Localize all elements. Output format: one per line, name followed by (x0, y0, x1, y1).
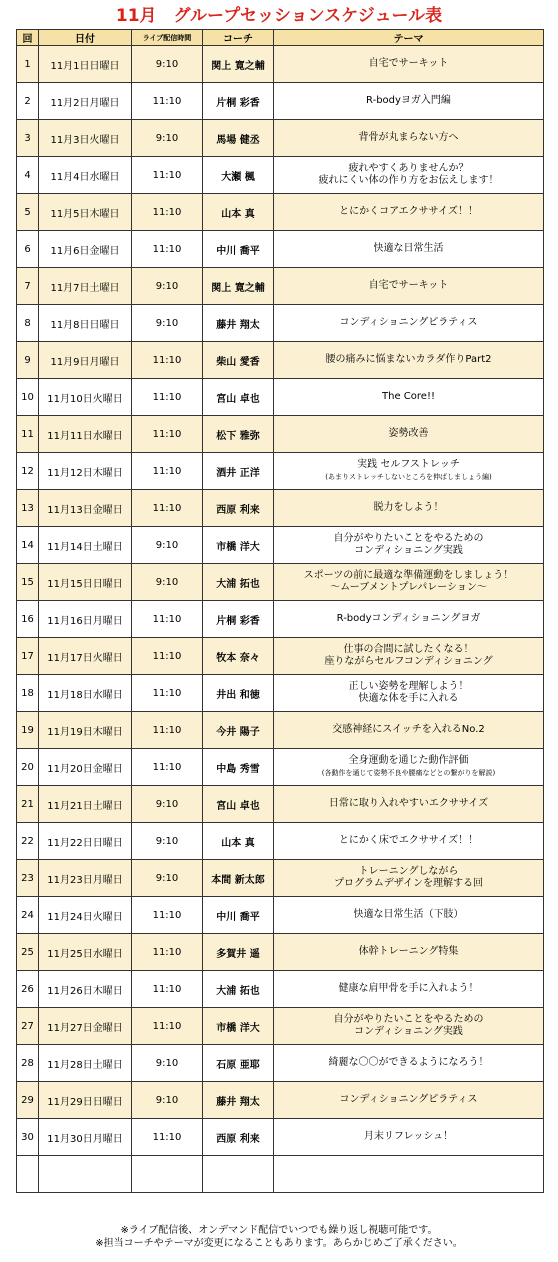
row-theme (274, 416, 544, 453)
row-time: 9:10 (132, 46, 203, 83)
table-row (17, 46, 544, 83)
theme-line-1: 自分がやりたいことをやるための (333, 1014, 484, 1025)
row-coach: 関上 寛之輔 (203, 46, 274, 83)
table-row (17, 601, 544, 638)
theme-line-1: 健康な肩甲骨を手に入れよう！ (338, 983, 479, 994)
row-date: 11月29日日曜日 (39, 1082, 132, 1119)
row-date: 11月28日土曜日 (39, 1045, 132, 1082)
row-number: 6 (17, 231, 39, 268)
header-row (17, 30, 544, 46)
row-theme (274, 786, 544, 823)
theme-line-1: The Core!! (382, 391, 435, 402)
row-date: 11月11日水曜日 (39, 416, 132, 453)
row-time: 11:10 (132, 749, 203, 786)
table-row (17, 638, 544, 675)
row-time: 11:10 (132, 675, 203, 712)
table-row (17, 897, 544, 934)
row-date: 11月15日日曜日 (39, 564, 132, 601)
theme-line-1: 快適な日常生活（下肢） (353, 909, 464, 920)
theme-line-1: 全身運動を通じた動作評価 (348, 755, 469, 766)
header-no: 回 (17, 30, 39, 46)
table-row (17, 490, 544, 527)
row-time: 11:10 (132, 194, 203, 231)
theme-line-1: 体幹トレーニング特集 (358, 946, 459, 957)
table-row (17, 120, 544, 157)
theme-line-2: ～ムーブメントプレパレーション～ (330, 582, 487, 593)
row-coach: 宮山 卓也 (203, 379, 274, 416)
row-theme (274, 1119, 544, 1156)
theme-line-1: 腰の痛みに悩まないカラダ作りPart2 (325, 354, 492, 365)
row-number: 2 (17, 83, 39, 120)
empty-cell (203, 1156, 274, 1193)
theme-line-1: 疲れやすくありませんか？ (348, 163, 469, 174)
row-theme (274, 342, 544, 379)
row-date: 11月19日木曜日 (39, 712, 132, 749)
row-time: 11:10 (132, 157, 203, 194)
row-date: 11月8日日曜日 (39, 305, 132, 342)
row-date: 11月2日月曜日 (39, 83, 132, 120)
table-row (17, 675, 544, 712)
row-coach: 藤井 翔太 (203, 1082, 274, 1119)
table-row (17, 194, 544, 231)
row-date: 11月10日火曜日 (39, 379, 132, 416)
row-time: 11:10 (132, 712, 203, 749)
theme-line-1: 正しい姿勢を理解しよう！ (348, 681, 469, 692)
schedule-rows (17, 46, 544, 1193)
row-coach: 松下 雅弥 (203, 416, 274, 453)
theme-line-2: 座りながらセルフコンディショニング (324, 656, 493, 667)
row-number: 25 (17, 934, 39, 971)
theme-line-1: コンディショニングピラティス (339, 1094, 478, 1105)
footnote: ※ライブ配信後、オンデマンド配信でいつでも繰り返し視聴可能です。 (120, 1225, 438, 1236)
table-row (17, 157, 544, 194)
row-time: 9:10 (132, 120, 203, 157)
row-coach: 片桐 彩香 (203, 83, 274, 120)
row-number: 28 (17, 1045, 39, 1082)
row-theme (274, 1045, 544, 1082)
theme-line-1: とにかく床でエクササイズ！！ (338, 835, 479, 846)
row-theme (274, 971, 544, 1008)
table-row (17, 1008, 544, 1045)
row-time: 11:10 (132, 638, 203, 675)
row-number: 3 (17, 120, 39, 157)
row-date: 11月7日土曜日 (39, 268, 132, 305)
theme-line-1: コンディショニングピラティス (339, 317, 478, 328)
row-time: 9:10 (132, 1082, 203, 1119)
row-coach: 今井 陽子 (203, 712, 274, 749)
theme-line-1: 姿勢改善 (388, 428, 429, 439)
row-date: 11月21日土曜日 (39, 786, 132, 823)
theme-line-1: 脱力をしよう！ (373, 502, 444, 513)
table-row (17, 379, 544, 416)
row-theme (274, 194, 544, 231)
table-row (17, 934, 544, 971)
row-theme (274, 231, 544, 268)
theme-line-2: プログラムデザインを理解する回 (334, 878, 483, 889)
empty-cell (39, 1156, 132, 1193)
row-number: 8 (17, 305, 39, 342)
row-time: 11:10 (132, 601, 203, 638)
row-theme (274, 1082, 544, 1119)
row-time: 9:10 (132, 527, 203, 564)
table-row (17, 268, 544, 305)
header-date: 日付 (39, 30, 132, 46)
row-number: 18 (17, 675, 39, 712)
row-coach: 中島 秀雪 (203, 749, 274, 786)
theme-line-1: スポーツの前に最適な準備運動をしましょう！ (303, 570, 514, 581)
row-time: 9:10 (132, 823, 203, 860)
row-time: 11:10 (132, 971, 203, 1008)
row-date: 11月23日月曜日 (39, 860, 132, 897)
row-time: 11:10 (132, 342, 203, 379)
row-number: 26 (17, 971, 39, 1008)
row-date: 11月30日月曜日 (39, 1119, 132, 1156)
row-date: 11月18日水曜日 (39, 675, 132, 712)
header-live-time: ライブ配信時間 (132, 30, 203, 46)
table-row (17, 971, 544, 1008)
theme-line-1: 実践 セルフストレッチ (357, 459, 460, 470)
row-theme (274, 823, 544, 860)
row-coach: 山本 真 (203, 194, 274, 231)
table-row (17, 231, 544, 268)
table-row (17, 342, 544, 379)
empty-row (17, 1156, 544, 1193)
theme-line-1: R-bodyコンディショニングヨガ (336, 613, 481, 624)
table-row (17, 527, 544, 564)
row-coach: 市橋 洋大 (203, 527, 274, 564)
theme-line-1: 快適な日常生活 (373, 243, 444, 254)
theme-line-2: (あまりストレッチしないところを伸ばしましょう編) (325, 473, 492, 481)
row-theme (274, 601, 544, 638)
header-theme: テーマ (274, 30, 544, 46)
row-theme (274, 638, 544, 675)
theme-line-2: コンディショニング実践 (354, 1026, 463, 1037)
row-number: 5 (17, 194, 39, 231)
row-time: 9:10 (132, 564, 203, 601)
row-coach: 大浦 拓也 (203, 971, 274, 1008)
schedule-table (16, 29, 544, 1193)
row-time: 9:10 (132, 305, 203, 342)
row-coach: 山本 真 (203, 823, 274, 860)
row-time: 11:10 (132, 934, 203, 971)
row-coach: 市橋 洋大 (203, 1008, 274, 1045)
row-date: 11月1日日曜日 (39, 46, 132, 83)
row-date: 11月20日金曜日 (39, 749, 132, 786)
row-date: 11月27日金曜日 (39, 1008, 132, 1045)
footnotes (0, 1224, 558, 1250)
row-date: 11月16日月曜日 (39, 601, 132, 638)
row-coach: 多賀井 遥 (203, 934, 274, 971)
theme-line-1: 自分がやりたいことをやるための (333, 533, 484, 544)
row-number: 1 (17, 46, 39, 83)
row-number: 27 (17, 1008, 39, 1045)
theme-line-2: コンディショニング実践 (354, 545, 463, 556)
row-number: 12 (17, 453, 39, 490)
row-theme (274, 490, 544, 527)
theme-line-2: 疲れにくい体の作り方をお伝えします！ (318, 175, 499, 186)
theme-line-1: R-bodyヨガ入門編 (366, 95, 451, 106)
table-row (17, 860, 544, 897)
row-number: 19 (17, 712, 39, 749)
row-time: 11:10 (132, 453, 203, 490)
row-time: 9:10 (132, 860, 203, 897)
row-time: 11:10 (132, 416, 203, 453)
empty-cell (132, 1156, 203, 1193)
row-number: 21 (17, 786, 39, 823)
row-theme (274, 1008, 544, 1045)
row-theme (274, 860, 544, 897)
row-number: 20 (17, 749, 39, 786)
row-coach: 西原 利来 (203, 1119, 274, 1156)
row-number: 29 (17, 1082, 39, 1119)
row-time: 11:10 (132, 379, 203, 416)
theme-line-1: 自宅でサーキット (368, 58, 449, 69)
row-theme (274, 379, 544, 416)
row-coach: 馬場 健丞 (203, 120, 274, 157)
table-row (17, 1045, 544, 1082)
row-theme (274, 934, 544, 971)
row-coach: 西原 利来 (203, 490, 274, 527)
row-date: 11月5日木曜日 (39, 194, 132, 231)
theme-line-1: 綺麗な〇〇ができるようになろう！ (328, 1057, 489, 1068)
row-theme (274, 897, 544, 934)
row-coach: 関上 寛之輔 (203, 268, 274, 305)
row-theme (274, 305, 544, 342)
theme-line-1: 自宅でサーキット (368, 280, 449, 291)
row-date: 11月14日土曜日 (39, 527, 132, 564)
row-date: 11月4日水曜日 (39, 157, 132, 194)
row-time: 9:10 (132, 268, 203, 305)
table-row (17, 416, 544, 453)
theme-line-2: 快適な体を手に入れる (358, 693, 459, 704)
row-time: 11:10 (132, 1008, 203, 1045)
row-number: 22 (17, 823, 39, 860)
row-theme (274, 749, 544, 786)
empty-cell (17, 1156, 39, 1193)
row-time: 11:10 (132, 1119, 203, 1156)
row-number: 15 (17, 564, 39, 601)
row-number: 24 (17, 897, 39, 934)
row-number: 4 (17, 157, 39, 194)
table-row (17, 1082, 544, 1119)
row-date: 11月6日金曜日 (39, 231, 132, 268)
row-coach: 藤井 翔太 (203, 305, 274, 342)
table-row (17, 1119, 544, 1156)
row-number: 10 (17, 379, 39, 416)
empty-cell (274, 1156, 544, 1193)
row-coach: 酒井 正洋 (203, 453, 274, 490)
page-title: 11月 グループセッションスケジュール表 (115, 6, 443, 26)
row-number: 9 (17, 342, 39, 379)
row-coach: 中川 喬平 (203, 897, 274, 934)
row-number: 13 (17, 490, 39, 527)
row-time: 9:10 (132, 786, 203, 823)
row-time: 9:10 (132, 1045, 203, 1082)
table-row (17, 453, 544, 490)
row-coach: 中川 喬平 (203, 231, 274, 268)
theme-line-1: トレーニングしながら (358, 866, 459, 877)
row-theme (274, 453, 544, 490)
row-theme (274, 268, 544, 305)
row-theme (274, 527, 544, 564)
table-row (17, 786, 544, 823)
row-number: 30 (17, 1119, 39, 1156)
table-row (17, 305, 544, 342)
row-coach: 井出 和徳 (203, 675, 274, 712)
row-theme (274, 712, 544, 749)
table-row (17, 83, 544, 120)
row-date: 11月26日木曜日 (39, 971, 132, 1008)
row-date: 11月24日火曜日 (39, 897, 132, 934)
theme-line-1: 交感神経にスイッチを入れるNo.2 (332, 724, 485, 735)
row-number: 23 (17, 860, 39, 897)
table-row (17, 564, 544, 601)
table-row (17, 712, 544, 749)
row-time: 11:10 (132, 231, 203, 268)
theme-line-1: 日常に取り入れやすいエクササイズ (328, 798, 489, 809)
row-coach: 大瀬 楓 (203, 157, 274, 194)
row-number: 17 (17, 638, 39, 675)
row-coach: 柴山 愛香 (203, 342, 274, 379)
row-date: 11月12日木曜日 (39, 453, 132, 490)
theme-line-1: とにかくコアエクササイズ！！ (339, 206, 478, 217)
header-coach: コーチ (203, 30, 274, 46)
row-time: 11:10 (132, 897, 203, 934)
theme-line-1: 背骨が丸まらない方へ (358, 132, 459, 143)
theme-line-1: 月末リフレッシュ！ (363, 1131, 454, 1142)
row-number: 7 (17, 268, 39, 305)
row-coach: 宮山 卓也 (203, 786, 274, 823)
row-time: 11:10 (132, 83, 203, 120)
table-row (17, 749, 544, 786)
row-date: 11月25日水曜日 (39, 934, 132, 971)
row-theme (274, 46, 544, 83)
table-row (17, 823, 544, 860)
row-date: 11月13日金曜日 (39, 490, 132, 527)
row-coach: 牧本 奈々 (203, 638, 274, 675)
footnote: ※担当コーチやテーマが変更になることもあります。あらかじめご了承ください。 (95, 1238, 463, 1249)
row-coach: 大浦 拓也 (203, 564, 274, 601)
row-time: 11:10 (132, 490, 203, 527)
row-theme (274, 120, 544, 157)
row-date: 11月17日火曜日 (39, 638, 132, 675)
row-number: 14 (17, 527, 39, 564)
row-theme (274, 157, 544, 194)
row-date: 11月22日日曜日 (39, 823, 132, 860)
row-coach: 本間 新太郎 (203, 860, 274, 897)
row-number: 11 (17, 416, 39, 453)
row-theme (274, 675, 544, 712)
row-number: 16 (17, 601, 39, 638)
row-theme (274, 83, 544, 120)
row-date: 11月3日火曜日 (39, 120, 132, 157)
row-date: 11月9日月曜日 (39, 342, 132, 379)
theme-line-1: 仕事の合間に試したくなる！ (343, 644, 474, 655)
row-coach: 石原 亜耶 (203, 1045, 274, 1082)
row-coach: 片桐 彩香 (203, 601, 274, 638)
theme-line-2: (各動作を通じて姿勢不良や腰痛などとの繋がりを解説) (321, 769, 496, 777)
row-theme (274, 564, 544, 601)
